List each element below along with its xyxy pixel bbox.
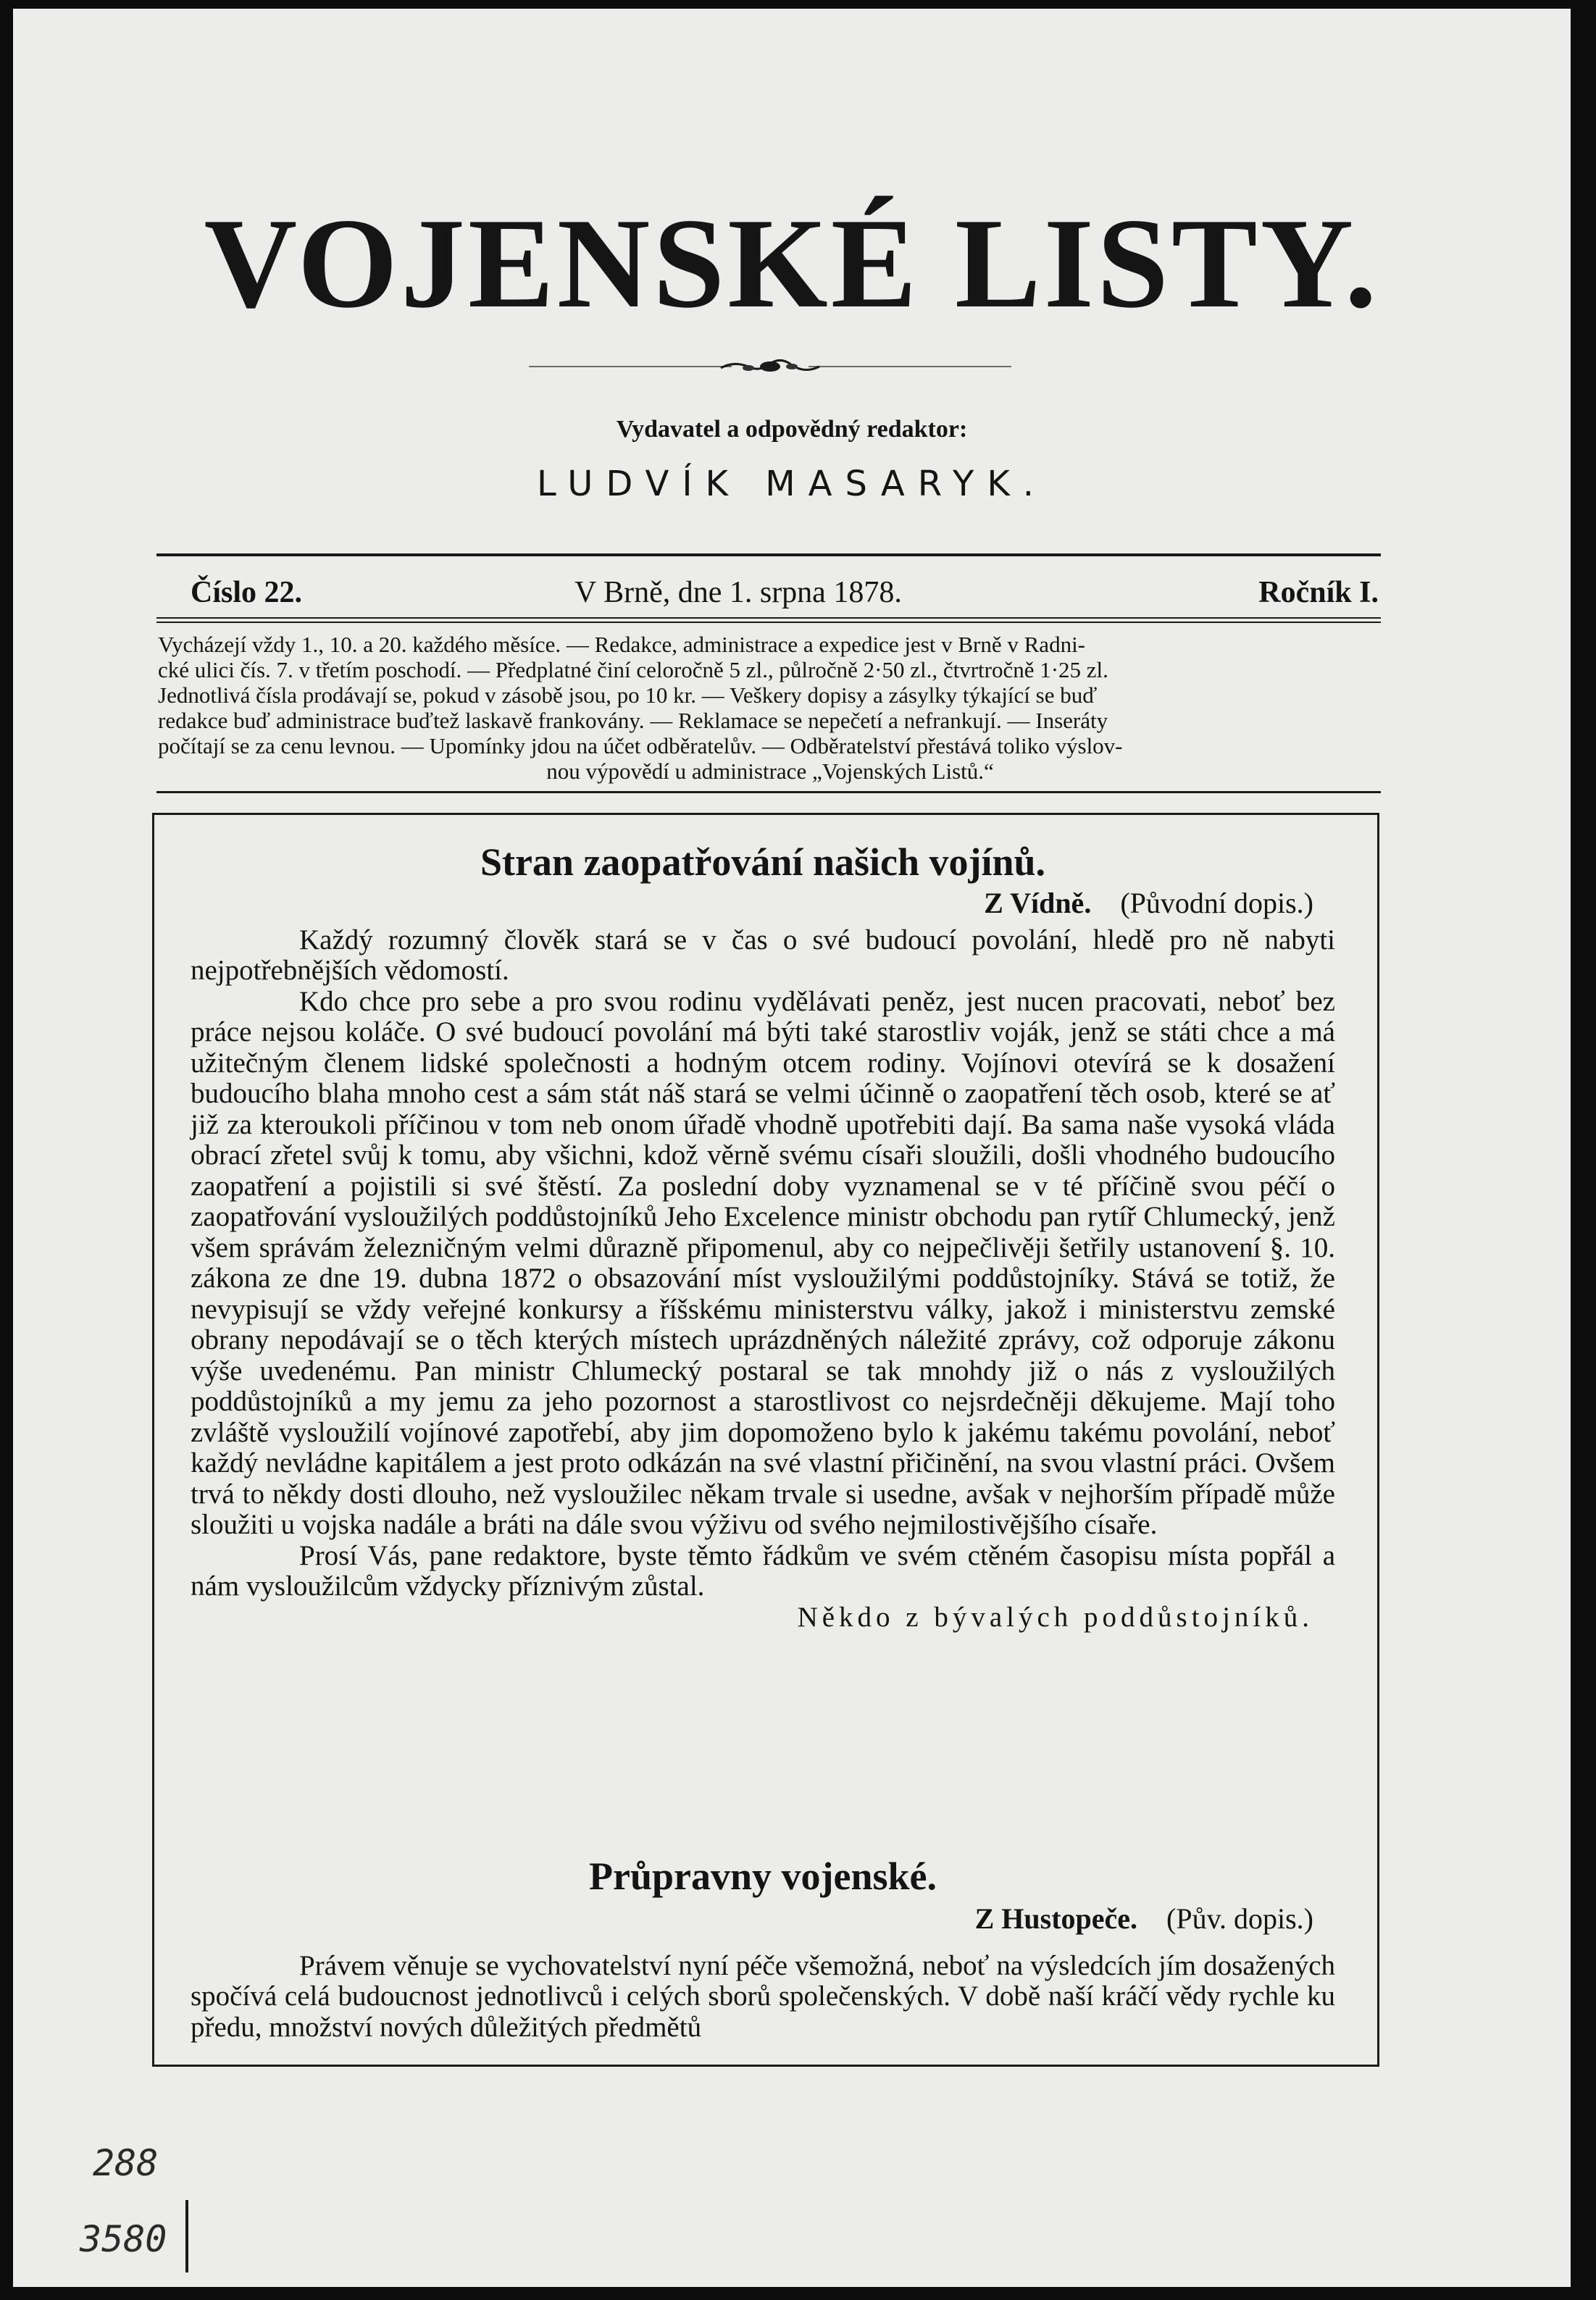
notice-line: Jednotlivá čísla prodávají se, pokud v zásobě jsou, po 10 kr. — Veškery dopisy a zásylky týkající se buď — [158, 682, 1098, 708]
article-1-title: Stran zaopatřování našich vojínů. — [480, 840, 1046, 884]
notice-line: redakce buď administrace buďtež laskavě frankovány. — Reklamace se nepečetí a nefrankují. — Inseráty — [158, 708, 1108, 733]
header-rule-bottom — [156, 791, 1381, 793]
issue-number: Číslo 22. — [191, 576, 303, 609]
ornament-flourish — [719, 358, 821, 374]
editor-name: LUDVÍK MASARYK. — [536, 464, 1048, 504]
issue-place-date: V Brně, dne 1. srpna 1878. — [575, 576, 902, 609]
article-1-source: (Původní dopis.) — [1120, 887, 1313, 919]
article-1-signature: Někdo z bývalých poddůstojníků. — [797, 1601, 1313, 1633]
masthead-text: VOJENSKÉ LISTY. — [204, 191, 1380, 335]
article-2-source: (Pův. dopis.) — [1166, 1902, 1313, 1935]
article-1-paragraph: Kdo chce pro sebe a pro svou rodinu vydělávati peněz, jest nucen pracovati, neboť bez práce nejsou koláče. O své budoucí povolání má býti také starostliv voják, jenž se státi chce a má užitečným členem lidské společnosti a hodným otcem rodiny. Vojínovi otevírá se k dosažení budoucího blaha mnoho cest a sám stát náš stará se velmi účinně o zaopatření těch osob, které se ať již za kteroukoli příčinou v tom neb onom úřadě vhodně upotřebiti dají. Ba sama naše vysoká vláda obrací zřetel svůj k tomu, aby všichni, kdož věrně svému císaři sloužili, došli vhodného budoucího zaopatření a pojistili si své štěstí. Za poslední doby vyznamenal se v té příčině svou péčí o zaopatřování vysloužilých poddůstojníků Jeho Excelence ministr obchodu pan rytíř Chlumecký, jenž všem správám železničným velmi důrazně připomenul, aby co nejpečlivěji šetřily ustanovení §. 10. zákona ze dne 19. dubna 1872 o obsazování míst vysloužilými poddůstojníky. Stává se totiž, že nevypisují se vždy veřejné konkursy a říšskému ministerstvu války, jakož i ministerstvu zemské obrany nepodávají se o těch kterých místech uprázdněných náležité zprávy, což odporuje zákonu výše uvedenému. Pan ministr Chlumecký postaral se tak mnohdy již o nás z vysloužilých poddůstojníků a my jemu za jeho pozornost a starostlivost co nejsrdečněji děkujeme. Mají toho zvláště vysloužilí vojínové zapotřebí, aby jim dopomoženo bylo k jakému takému povolání, neboť každý nevládne kapitálem a jest proto odkázán na své vlastní přičinění, na svou vlastní práci. Ovšem trvá to někdy dosti dlouho, než vysloužilec někam trvale si usedne, avšak v nejhorším případě může sloužiti u vojska nadále a bráti na dále svou výživu od svého nejmilostivějšího císaře. — [191, 985, 1335, 1540]
newspaper-page — [13, 9, 1571, 2287]
header-rule-mid-2 — [156, 622, 1381, 623]
article-1-dateline — [191, 888, 1335, 919]
article-2 — [191, 1854, 1335, 2043]
handwritten-stroke — [185, 2200, 188, 2272]
masthead-title — [13, 191, 1571, 335]
header-rule-top — [156, 553, 1381, 556]
subscription-notice — [158, 632, 1382, 784]
ornament-rule-right — [809, 366, 1011, 367]
article-2-dateline — [191, 1904, 1335, 1935]
article-2-title: Průpravny vojenské. — [588, 1854, 937, 1898]
notice-line-last: nou výpovědí u administrace „Vojenských Listů.“ — [546, 758, 994, 784]
article-1-paragraph: Každý rozumný člověk stará se v čas o své budoucí povolání, hledě pro ně nabyti nejpotřebnějších vědomostí. — [191, 924, 1335, 986]
handwritten-note-bottom: 3580 — [80, 2218, 167, 2260]
article-1-place: Z Vídně. — [984, 887, 1092, 919]
publisher-label: Vydavatel a odpovědný redaktor: — [616, 416, 968, 443]
notice-line: Vycházejí vždy 1., 10. a 20. každého měsíce. — Redakce, administrace a expedice jest v Brně v Radni- — [158, 632, 1086, 657]
notice-line: cké ulici čís. 7. v třetím poschodí. — Předplatné činí celoročně 5 zl., půlročně 2·50 zl., čtvrtročně 1·25 zl. — [158, 657, 1108, 682]
article-1 — [191, 840, 1335, 1633]
article-2-paragraph: Právem věnuje se vychovatelství nyní péče všemožná, neboť na výsledcích jím dosažených spočívá celá budoucnost jednotlivců i celých sborů společenských. V době naší kráčí vědy rychle ku předu, množství nových důležitých předmětů — [191, 1949, 1335, 2043]
ornament-rule-left — [529, 366, 732, 367]
notice-line: počítají se za cenu levnou. — Upomínky jdou na účet odběratelův. — Odběratelství přestává toliko výslov- — [158, 733, 1123, 758]
article-2-place: Z Hustopeče. — [974, 1902, 1138, 1935]
article-1-paragraph: Prosí Vás, pane redaktore, byste těmto řádkům ve svém ctěném časopisu místa popřál a nám vysloužilcům vždycky příznivým zůstal. — [191, 1539, 1335, 1602]
issue-volume: Ročník I. — [1258, 576, 1379, 609]
handwritten-note-top: 288 — [93, 2142, 159, 2184]
header-rule-mid-1 — [156, 617, 1381, 619]
